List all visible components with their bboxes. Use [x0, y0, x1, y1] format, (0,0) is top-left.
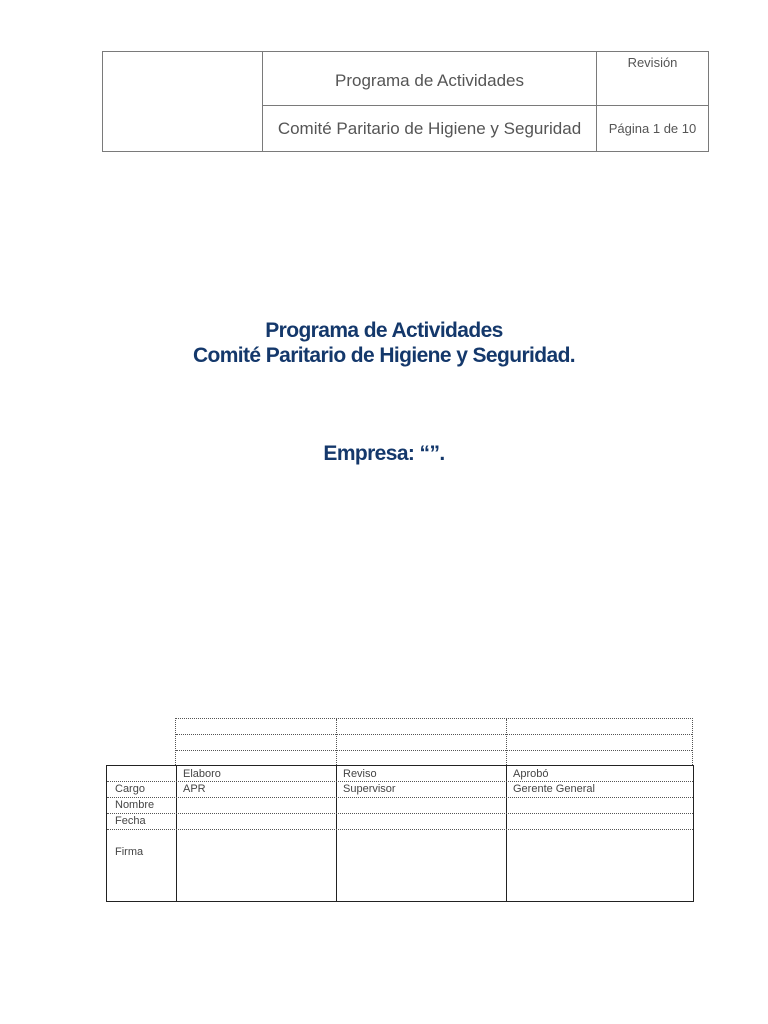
column-header-elaboro: Elaboro	[183, 768, 221, 780]
grid-line	[176, 734, 692, 735]
row-label-nombre: Nombre	[115, 799, 155, 811]
column-divider	[506, 766, 507, 901]
revision-label: Revisión	[597, 52, 708, 106]
row-divider	[107, 781, 693, 782]
row-divider	[107, 797, 693, 798]
grid-line	[506, 719, 507, 765]
document-title: Programa de Actividades	[265, 319, 503, 342]
row-divider	[107, 813, 693, 814]
column-divider	[176, 766, 177, 901]
column-divider	[336, 766, 337, 901]
grid-line	[176, 750, 692, 751]
cargo-elaboro: APR	[183, 783, 206, 795]
document-subtitle: Comité Paritario de Higiene y Seguridad.	[192, 344, 576, 367]
cargo-aprobo: Gerente General	[513, 783, 595, 795]
row-label-cargo: Cargo	[115, 783, 145, 795]
document-header-table	[102, 51, 709, 152]
cargo-reviso: Supervisor	[343, 783, 396, 795]
approval-table	[106, 718, 694, 902]
header-title: Programa de Actividades	[263, 52, 597, 106]
row-label-firma: Firma	[115, 846, 144, 858]
row-label-fecha: Fecha	[115, 815, 146, 827]
column-header-reviso: Reviso	[343, 768, 377, 780]
row-divider	[107, 829, 693, 830]
company-line: Empresa: “”.	[323, 442, 445, 465]
logo-cell	[103, 52, 263, 151]
approval-table-body	[106, 765, 694, 902]
page-number: Página 1 de 10	[608, 121, 697, 136]
approval-table-top-grid	[175, 718, 693, 765]
header-subtitle: Comité Paritario de Higiene y Seguridad	[263, 106, 597, 151]
column-header-aprobo: Aprobó	[513, 768, 549, 780]
grid-line	[336, 719, 337, 765]
